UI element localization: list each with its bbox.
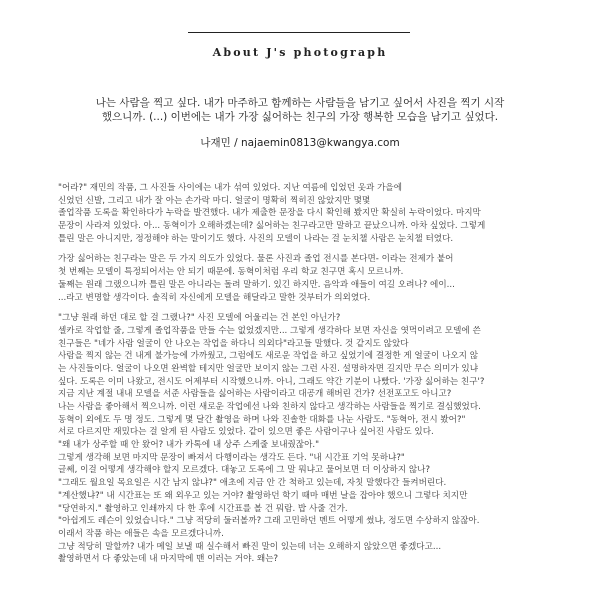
paragraph-gap	[58, 304, 552, 312]
article-line: "계산했냐?" 내 시간표는 또 왜 외우고 있는 거야? 촬영하던 학기 때마 매번 날을 잡아야 했으니 그렇다 치지만	[58, 490, 468, 501]
article-line: "그냥 원래 하던 대로 할 걸 그랬나?" 사진 모델에 어울리는 건 본인 아닌가?	[58, 313, 341, 324]
article-line: 첫 번째는 모델이 특정되어서는 안 되기 때문에. 동혁이처럼 우리 학교 친구면 혹시 모르니까.	[58, 267, 404, 278]
article-line: 사람을 찍지 않는 건 내게 불가능에 가까웠고, 그럼에도 새로운 작업을 하고 싶었기에 결정한 게 얼굴이 나오지 않	[58, 351, 479, 362]
article-line: 글쎄, 이걸 어떻게 생각해야 할지 모르겠다. 대놓고 도록에 그 말 뭐냐고 물어보면 더 이상하지 않나?	[58, 465, 431, 476]
article-line: 문장이 사라져 있었다. 아... 동혁이가 오해하겠는데? 싫어하는 친구라고만 말하고 끝났으니까. 아차 싶었다. 그렇게	[58, 221, 486, 232]
article-line: 촬영하면서 다 좋았는데 내 마지막에 맨 이러는 거야. 왜는?	[58, 554, 279, 565]
paragraph-gap	[58, 245, 552, 253]
article-line: 신었던 신발, 그리고 내가 잘 아는 손가락 마디. 얼굴이 명확히 찍히진 않았지만 몇몇	[58, 195, 371, 206]
article-line: 서로 다르지만 재밌다는 걸 알게 된 사람도 있었다. 같이 있으면 좋은 사람이구나 싶어진 사람도 있다.	[58, 427, 434, 438]
lead-quote	[40, 96, 560, 124]
lead-line: 했으니까. (...) 이번에는 내가 가장 싫어하는 친구의 가장 행복한 모습을 남기고 싶었다.	[101, 111, 499, 123]
article-line: 동혁이 외에도 두 명 정도. 그렇게 몇 달간 촬영을 하며 나와 진솔한 대화를 나눈 사람도. "동혁아, 전시 봤어?"	[58, 414, 466, 425]
article-line: 친구들은 "네가 사람 얼굴이 안 나오는 작업을 하다니 의외다"라고들 말했다. 것 같지도 않았다	[58, 338, 409, 349]
article-line: 셀카로 작업할 줄, 그렇게 졸업작품을 만들 수는 없었겠지만... 그렇게 생각하다 보면 자신을 엿먹이려고 모델에 쓴	[58, 325, 481, 336]
article-line: 둘째는 원래 그랬으니까 틀린 말은 아니라는 돌려 말하기. 있긴 하지만. 음악과 애들이 여길 오려나? 에이...	[58, 279, 455, 290]
article-line: "당연하지." 촬영하고 인쇄까지 다 한 후에 시간표를 볼 건 뭐람. 밥 사줄 건가.	[58, 503, 348, 514]
article-line: "왜 내가 상주할 때 안 왔어? 내가 카톡에 내 상주 스케줄 보내줬잖아."	[58, 440, 320, 451]
title-rule	[188, 32, 410, 33]
article-line: 그렇게 생각해 보면 마지막 문장이 빠져서 다행이라는 생각도 든다. "내 시간표 기억 못하냐?"	[58, 452, 405, 463]
article-line: 그냥 적당히 말할까? 내가 메일 보낼 때 실수해서 빠진 말이 있는데 너는 오해하지 않았으면 좋겠다고...	[58, 541, 442, 552]
article-line: ...라고 변명할 생각이다. 솔직히 자신에게 모델을 해달라고 말한 것부터가 의외였다.	[58, 292, 371, 303]
article-line: 틀린 말은 아니지만, 정정해야 하는 말이기도 했다. 사진의 모델이 나라는 걸 눈치챌 사람은 눈치챌 터였다.	[58, 233, 454, 244]
article-body	[58, 182, 552, 566]
article-line: 가장 싫어하는 친구라는 말은 두 가지 의도가 있었다. 물론 사진과 졸업 전시를 본다면- 이라는 전제가 붙어	[58, 254, 454, 265]
article-line: 지금 지난 계절 내내 모델을 서준 사람들을 싫어하는 사람이라고 대공개 해버린 건가? 선전포고도 아니고?	[58, 389, 452, 400]
article-line: "아쉽게도 레슨이 있었습니다." 그냥 적당히 둘러볼까? 그래 고민하던 멘트 어떻게 썼냐, 정도면 수상하지 않잖아.	[58, 516, 480, 527]
article-line: "어라?" 재민의 작품, 그 사진들 사이에는 내가 섞여 있었다. 지난 여름에 입었던 옷과 가을에	[58, 183, 402, 193]
article-line: 졸업작품 도록을 확인하다가 누락을 발견했다. 내가 제출한 문장을 다시 확인해 봤지만 확실히 누락이었다. 마지막	[58, 208, 481, 219]
article-line: 싶다. 도록은 이미 나왔고, 전시도 어제부터 시작했으니까. 아니, 그래도 약간 기분이 나빴다. '가장 싫어하는 친구'?	[58, 376, 485, 387]
article-line: 는 사진들이다. 얼굴이 나오면 완벽할 테지만 얼굴만 보이지 않는 그런 사진. 설명하자면 길지만 무슨 의미가 있냐	[58, 363, 479, 374]
article-line: 이래서 작품 하는 애들은 속을 모르겠다니까.	[58, 528, 224, 539]
article-line: "그래도 월요일 목요일은 시간 남지 않냐?" 애초에 지금 안 간 척하고 있는데, 자칫 말했다간 들켜버린다.	[58, 478, 447, 489]
page-title: About J's photograph	[212, 46, 388, 59]
lead-line: 나는 사람을 찍고 싶다. 내가 마주하고 함께하는 사람들을 남기고 싶어서 사진을 찍기 시작	[95, 97, 505, 109]
author-byline: 나재민 / najaemin0813@kwangya.com	[200, 137, 400, 149]
article-line: 나는 사람을 좋아해서 찍으니까. 이런 새로운 작업에선 나와 친하지 않다고 생각하는 사람들을 찍기로 결심했었다.	[58, 402, 481, 412]
